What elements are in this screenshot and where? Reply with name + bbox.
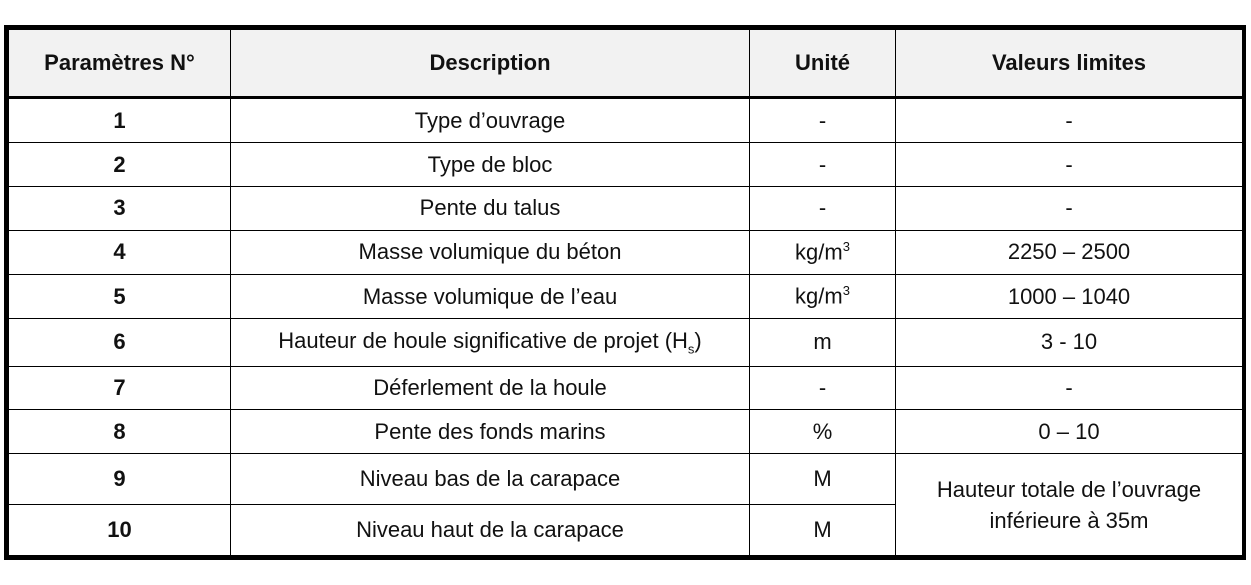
table-row [9,274,1243,318]
row-unit: - [750,366,896,410]
table-row [9,454,1243,505]
table-row [9,319,1243,367]
row-number: 6 [9,319,231,367]
row-description: Pente du talus [231,186,750,230]
unit-base: kg/m [795,239,843,265]
description-end: ) [694,328,702,354]
row-number: 2 [9,143,231,187]
unit-superscript: 3 [842,283,850,299]
row-unit [750,230,896,274]
table-row [9,410,1243,454]
description-main: Hauteur de houle significative de projet (H [278,328,688,354]
row-unit [750,274,896,318]
row-description: Type d’ouvrage [231,98,750,143]
row-limit: 3 - 10 [896,319,1243,367]
merged-limit-cell [896,454,1243,556]
row-limit: 1000 – 1040 [896,274,1243,318]
row-unit: - [750,186,896,230]
row-number: 8 [9,410,231,454]
row-unit: M [750,505,896,556]
table-row [9,230,1243,274]
row-unit: m [750,319,896,367]
merged-limit-line1: Hauteur totale de l’ouvrage [936,476,1202,502]
unit-base: kg/m [795,283,843,309]
table-row [9,366,1243,410]
row-unit: M [750,454,896,505]
row-limit: - [896,98,1243,143]
row-limit: - [896,186,1243,230]
header-param: Paramètres N° [9,30,231,98]
row-description: Niveau haut de la carapace [231,505,750,556]
row-unit: - [750,98,896,143]
table-header-row [9,30,1243,98]
header-unit: Unité [750,30,896,98]
parameters-table-frame [4,25,1246,560]
row-limit: - [896,143,1243,187]
row-number: 10 [9,505,231,556]
row-description: Masse volumique du béton [231,230,750,274]
row-number: 1 [9,98,231,143]
row-number: 5 [9,274,231,318]
description-subscript: s [687,341,695,357]
row-unit: % [750,410,896,454]
row-description [231,319,750,367]
row-description: Type de bloc [231,143,750,187]
table-row [9,186,1243,230]
row-limit: 2250 – 2500 [896,230,1243,274]
header-description: Description [231,30,750,98]
row-number: 4 [9,230,231,274]
row-description: Niveau bas de la carapace [231,454,750,505]
row-description: Masse volumique de l’eau [231,274,750,318]
row-limit: 0 – 10 [896,410,1243,454]
row-description: Déferlement de la houle [231,366,750,410]
row-description: Pente des fonds marins [231,410,750,454]
row-number: 9 [9,454,231,505]
row-number: 7 [9,366,231,410]
parameters-table [8,29,1243,556]
row-unit: - [750,143,896,187]
row-number: 3 [9,186,231,230]
unit-superscript: 3 [842,239,850,255]
table-row [9,98,1243,143]
header-limits: Valeurs limites [896,30,1243,98]
row-limit: - [896,366,1243,410]
table-row [9,143,1243,187]
merged-limit-line2: inférieure à 35m [989,507,1149,533]
